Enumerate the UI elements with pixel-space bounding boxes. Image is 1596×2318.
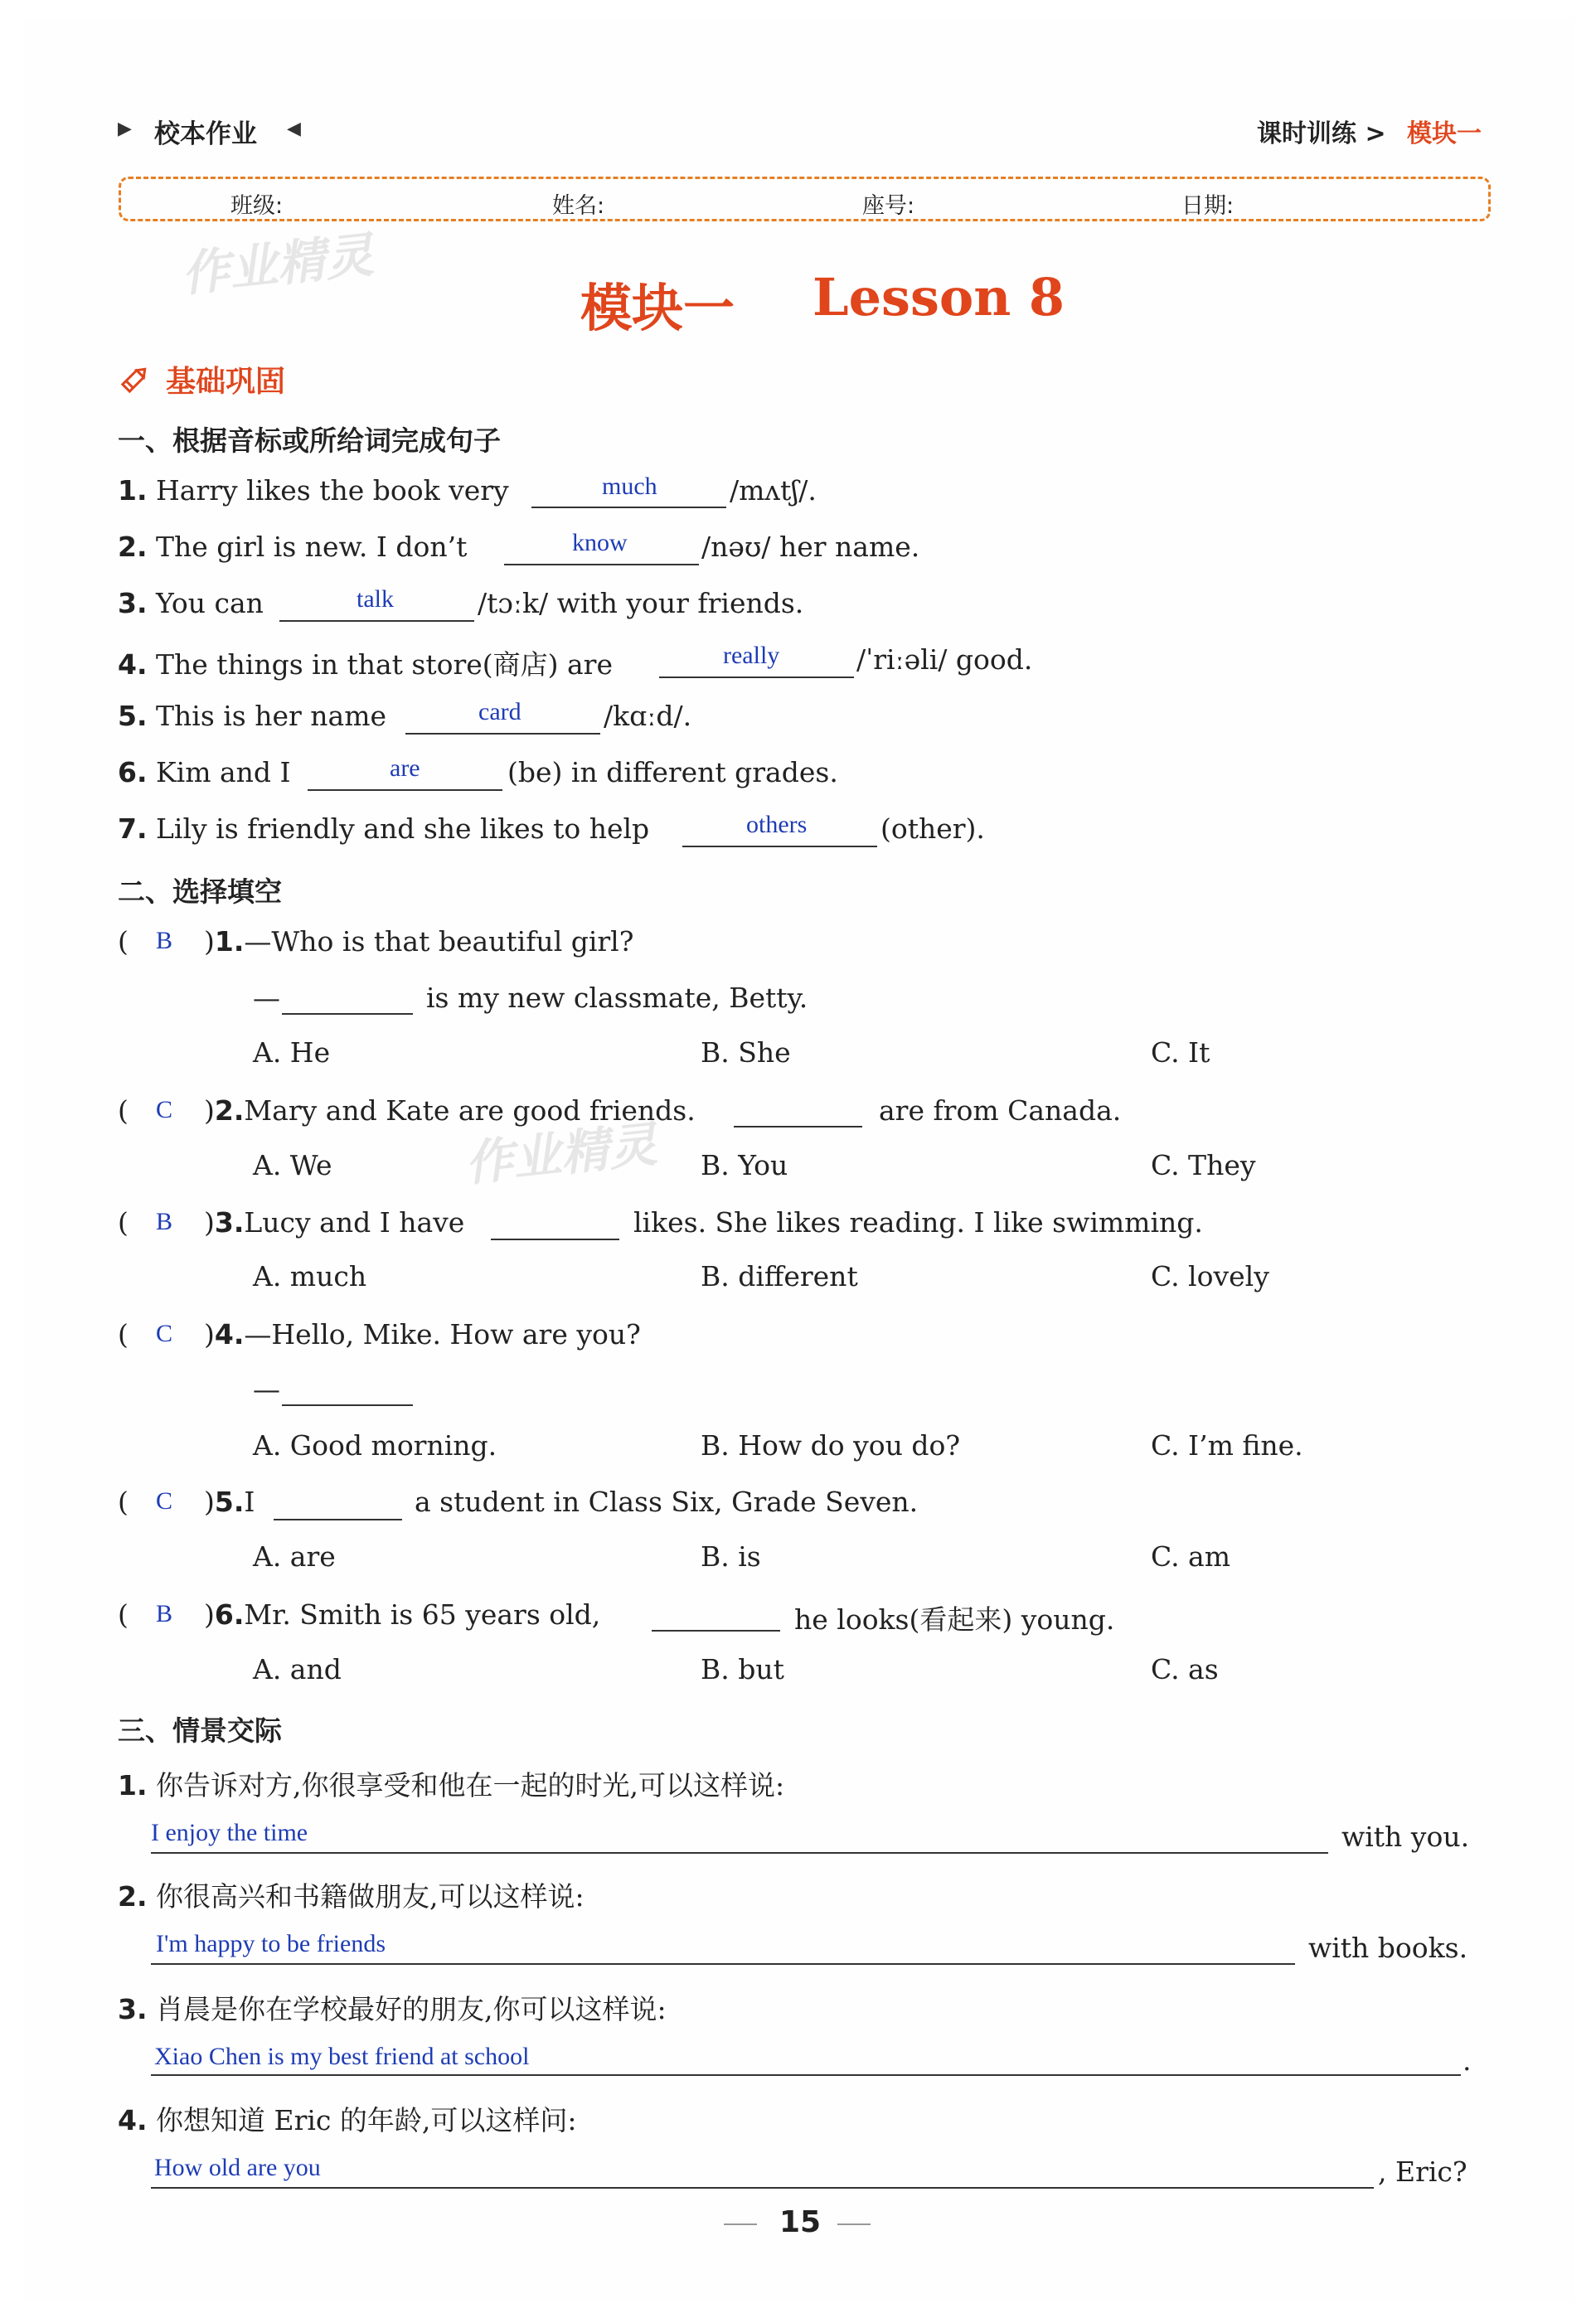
blank-line [491, 1239, 619, 1240]
p1-a4: really [723, 642, 780, 669]
p1-q6: 6. Kim and I [118, 756, 291, 788]
p2-q6-after: he looks(看起来) young. [794, 1603, 1115, 1636]
p1-a5: card [478, 698, 521, 725]
blank-line [682, 846, 877, 847]
p2-q1: )1.—Who is that beautiful girl? [204, 925, 634, 958]
option-c: C. They [1151, 1149, 1256, 1181]
p3-q3-tail: . [1463, 2044, 1472, 2077]
p3-a2: I'm happy to be friends [156, 1930, 386, 1957]
pencil-icon [116, 361, 153, 401]
p1-q2-after: /nəʊ/ her name. [701, 531, 920, 563]
p2-a3: B [156, 1208, 173, 1235]
p2-q1-line2: — [253, 982, 280, 1014]
option-a: A. and [253, 1653, 342, 1685]
part1-heading: 一、根据音标或所给词完成句子 [118, 424, 501, 457]
p1-q4: 4. The things in that store(商店) are [118, 648, 613, 681]
section-basic: 基础巩固 [166, 365, 286, 399]
blank-line [282, 1013, 413, 1015]
blank-line [282, 1404, 413, 1406]
header-right-accent: 模块一 [1407, 119, 1482, 148]
divider [724, 2223, 757, 2225]
blank-line [274, 1519, 402, 1520]
option-b: B. different [701, 1260, 858, 1292]
p3-a3: Xiao Chen is my best friend at school [154, 2043, 530, 2070]
p2-a6: B [156, 1600, 173, 1627]
option-b: B. How do you do? [701, 1429, 961, 1462]
p1-q4-after: /ˈriːəli/ good. [856, 643, 1033, 676]
p1-q5: 5. This is her name [118, 700, 387, 732]
class-label: 班级: [230, 193, 284, 219]
option-c: C. It [1151, 1036, 1210, 1069]
page-number: 15 [779, 2205, 822, 2239]
p1-q1: 1. Harry likes the book very [118, 474, 509, 507]
paren-open: ( [118, 1318, 129, 1351]
part3-heading: 三、情景交际 [118, 1714, 282, 1747]
option-a: A. much [253, 1260, 367, 1292]
p2-q2-after: are from Canada. [879, 1094, 1122, 1127]
p3-q1-tail: with you. [1341, 1821, 1470, 1853]
p2-a5: C [156, 1487, 173, 1515]
answer-line [151, 2074, 1461, 2076]
p1-q3-after: /tɔːk/ with your friends. [478, 587, 804, 619]
p3-a1: I enjoy the time [151, 1819, 308, 1846]
answer-line [151, 1963, 1295, 1965]
paren-open: ( [118, 1094, 129, 1127]
watermark: 作业精灵 [462, 1116, 660, 1192]
p1-a2: know [572, 529, 628, 556]
p3-q3: 3. 肖晨是你在学校最好的朋友,你可以这样说: [118, 1993, 667, 2025]
p1-q7-after: (other). [880, 812, 985, 845]
p3-q1: 1. 你告诉对方,你很享受和他在一起的时光,可以这样说: [118, 1769, 785, 1802]
option-b: B. She [701, 1036, 791, 1069]
p3-a4: How old are you [154, 2154, 321, 2181]
p2-q5: )5.I [204, 1486, 255, 1518]
paren-open: ( [118, 1486, 129, 1518]
play-right-icon: ▶ [118, 119, 132, 139]
student-info-box [119, 177, 1491, 221]
p1-a1: much [602, 473, 657, 500]
blank-line [279, 620, 474, 622]
p2-q2: )2.Mary and Kate are good friends. [204, 1094, 696, 1127]
option-c: C. lovely [1151, 1260, 1269, 1292]
p1-a7: others [746, 811, 808, 838]
p3-q4: 4. 你想知道 Eric 的年龄,可以这样问: [118, 2104, 577, 2136]
p1-q2: 2. The girl is new. I don’t [118, 531, 468, 563]
p1-q6-after: (be) in different grades. [507, 756, 838, 788]
watermark: 作业精灵 [178, 226, 376, 303]
date-label: 日期: [1181, 193, 1235, 219]
p2-q3: )3.Lucy and I have [204, 1206, 465, 1239]
p2-q6: )6.Mr. Smith is 65 years old, [204, 1598, 601, 1631]
p2-a1: B [156, 927, 173, 954]
p2-a2: C [156, 1096, 173, 1123]
p2-q1-line2-after: is my new classmate, Betty. [426, 982, 808, 1014]
paren-open: ( [118, 1206, 129, 1239]
part2-heading: 二、选择填空 [118, 875, 282, 908]
option-a: A. are [253, 1540, 336, 1573]
title-module: 模块一 [580, 278, 735, 338]
p2-q5-after: a student in Class Six, Grade Seven. [415, 1486, 919, 1518]
option-b: B. You [701, 1149, 788, 1181]
p1-q7: 7. Lily is friendly and she likes to help [118, 812, 650, 845]
option-b: B. is [701, 1540, 761, 1573]
blank-line [405, 733, 600, 735]
answer-line [151, 1852, 1328, 1854]
seat-label: 座号: [862, 193, 915, 219]
title-lesson: Lesson 8 [813, 267, 1065, 327]
blank-line [531, 507, 726, 508]
p2-q4-line2: — [253, 1373, 280, 1405]
p1-q3: 3. You can [118, 587, 264, 619]
option-c: C. I’m fine. [1151, 1429, 1303, 1462]
option-a: A. We [253, 1149, 332, 1181]
option-b: B. but [701, 1653, 784, 1685]
p2-q3-after: likes. She likes reading. I like swimming. [633, 1206, 1203, 1239]
blank-line [652, 1630, 780, 1632]
blank-line [504, 564, 699, 565]
p3-q4-tail: , Eric? [1378, 2156, 1467, 2188]
blank-line [308, 789, 502, 791]
paren-open: ( [118, 925, 129, 958]
answer-line [151, 2187, 1374, 2189]
blank-line [734, 1126, 862, 1127]
p3-q2: 2. 你很高兴和书籍做朋友,可以这样说: [118, 1880, 585, 1913]
paren-open: ( [118, 1598, 129, 1631]
name-label: 姓名: [552, 193, 605, 219]
option-c: C. as [1151, 1653, 1219, 1685]
p1-q5-after: /kɑːd/. [604, 700, 692, 732]
header-left: 校本作业 [154, 119, 257, 149]
option-a: A. Good morning. [253, 1429, 497, 1462]
p2-a4: C [156, 1320, 173, 1347]
divider [837, 2223, 871, 2225]
p2-q4: )4.—Hello, Mike. How are you? [204, 1318, 641, 1351]
header-right-main: 课时训练 > [1257, 119, 1386, 148]
option-a: A. He [253, 1036, 331, 1069]
p1-a6: are [390, 754, 420, 782]
option-c: C. am [1151, 1540, 1231, 1573]
p1-a3: talk [357, 585, 394, 613]
p3-q2-tail: with books. [1308, 1932, 1468, 1964]
blank-line [659, 676, 854, 678]
p1-q1-after: /mʌtʃ/. [730, 474, 817, 507]
play-left-icon: ◀ [287, 119, 301, 139]
